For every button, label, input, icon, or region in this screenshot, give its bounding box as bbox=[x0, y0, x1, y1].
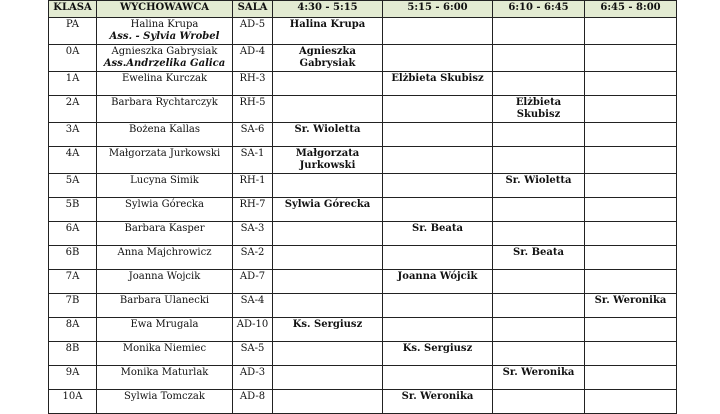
header-sala: SALA bbox=[233, 1, 273, 18]
klasa-cell: 4A bbox=[49, 147, 97, 174]
wychowawca-cell bbox=[97, 72, 233, 96]
wychowawca-cell bbox=[97, 270, 233, 294]
table-row bbox=[49, 294, 677, 318]
slot-cell bbox=[585, 123, 677, 147]
slot-cell: Joanna Wójcik bbox=[383, 270, 493, 294]
table-row bbox=[49, 18, 677, 45]
sala-cell: RH-3 bbox=[233, 72, 273, 96]
table-row bbox=[49, 96, 677, 123]
assistant-name: Ass. - Sylvia Wrobel bbox=[109, 31, 220, 42]
slot-cell bbox=[383, 246, 493, 270]
slot-cell bbox=[383, 96, 493, 123]
wychowawca-name: Monika Maturlak bbox=[120, 367, 209, 378]
table-row bbox=[49, 174, 677, 198]
wychowawca-cell bbox=[97, 342, 233, 366]
slot-cell: Ks. Sergiusz bbox=[273, 318, 383, 342]
slot-cell bbox=[383, 318, 493, 342]
schedule-table bbox=[48, 0, 677, 414]
slot-cell bbox=[383, 294, 493, 318]
table-row bbox=[49, 198, 677, 222]
wychowawca-name: Halina Krupa bbox=[130, 19, 199, 30]
slot-cell bbox=[585, 198, 677, 222]
slot-cell bbox=[273, 222, 383, 246]
sala-cell: AD-10 bbox=[233, 318, 273, 342]
wychowawca-name: Agnieszka Gabrysiak bbox=[111, 46, 218, 57]
wychowawca-cell bbox=[97, 123, 233, 147]
klasa-cell: 2A bbox=[49, 96, 97, 123]
klasa-cell: 9A bbox=[49, 366, 97, 390]
klasa-cell: 6A bbox=[49, 222, 97, 246]
slot-cell bbox=[585, 96, 677, 123]
klasa-cell: 7A bbox=[49, 270, 97, 294]
table-row bbox=[49, 270, 677, 294]
klasa-cell: 6B bbox=[49, 246, 97, 270]
wychowawca-name: Anna Majchrowicz bbox=[117, 247, 212, 258]
sala-cell: SA-3 bbox=[233, 222, 273, 246]
table-row bbox=[49, 246, 677, 270]
slot-cell bbox=[493, 390, 585, 414]
header-wychowawca: WYCHOWAWCA bbox=[97, 1, 233, 18]
klasa-cell: 7B bbox=[49, 294, 97, 318]
slot-cell: Sr. Weronika bbox=[383, 390, 493, 414]
slot-cell bbox=[585, 366, 677, 390]
header-slot-2: 5:15 - 6:00 bbox=[383, 1, 493, 18]
wychowawca-cell bbox=[97, 318, 233, 342]
sala-cell: SA-6 bbox=[233, 123, 273, 147]
table-row bbox=[49, 390, 677, 414]
wychowawca-cell bbox=[97, 174, 233, 198]
header-slot-3: 6:10 - 6:45 bbox=[493, 1, 585, 18]
slot-cell: Sylwia Górecka bbox=[273, 198, 383, 222]
slot-cell bbox=[585, 318, 677, 342]
sala-cell: AD-5 bbox=[233, 18, 273, 45]
slot-cell bbox=[493, 147, 585, 174]
slot-cell bbox=[383, 147, 493, 174]
sala-cell: RH-5 bbox=[233, 96, 273, 123]
wychowawca-cell bbox=[97, 246, 233, 270]
slot-cell bbox=[383, 18, 493, 45]
table-row bbox=[49, 222, 677, 246]
header-slot-1: 4:30 - 5:15 bbox=[273, 1, 383, 18]
wychowawca-name: Małgorzata Jurkowski bbox=[108, 148, 221, 159]
slot-cell bbox=[383, 45, 493, 72]
slot-cell bbox=[585, 147, 677, 174]
klasa-cell: 5A bbox=[49, 174, 97, 198]
table-row bbox=[49, 342, 677, 366]
slot-cell bbox=[493, 123, 585, 147]
slot-cell bbox=[273, 366, 383, 390]
wychowawca-cell bbox=[97, 18, 233, 45]
wychowawca-cell bbox=[97, 45, 233, 72]
slot-cell bbox=[585, 72, 677, 96]
header-klasa: KLASA bbox=[49, 1, 97, 18]
slot-cell bbox=[585, 270, 677, 294]
klasa-cell: 8A bbox=[49, 318, 97, 342]
sala-cell: SA-4 bbox=[233, 294, 273, 318]
table-row bbox=[49, 72, 677, 96]
slot-cell: Sr. Wioletta bbox=[273, 123, 383, 147]
sala-cell: AD-4 bbox=[233, 45, 273, 72]
wychowawca-cell bbox=[97, 366, 233, 390]
slot-cell: Elżbieta Skubisz bbox=[383, 72, 493, 96]
slot-cell bbox=[273, 246, 383, 270]
wychowawca-name: Barbara Rychtarczyk bbox=[111, 97, 218, 108]
slot-cell: Halina Krupa bbox=[273, 18, 383, 45]
slot-cell bbox=[493, 342, 585, 366]
table-row bbox=[49, 366, 677, 390]
wychowawca-name: Joanna Wojcik bbox=[128, 271, 201, 282]
klasa-cell: 10A bbox=[49, 390, 97, 414]
sala-cell: SA-2 bbox=[233, 246, 273, 270]
wychowawca-name: Bożena Kallas bbox=[128, 124, 201, 135]
table-row bbox=[49, 123, 677, 147]
slot-cell bbox=[273, 96, 383, 123]
sala-cell: SA-5 bbox=[233, 342, 273, 366]
slot-cell: Ks. Sergiusz bbox=[383, 342, 493, 366]
wychowawca-cell bbox=[97, 294, 233, 318]
slot-cell: Agnieszka Gabrysiak bbox=[273, 45, 383, 72]
header-slot-4: 6:45 - 8:00 bbox=[585, 1, 677, 18]
slot-cell bbox=[585, 390, 677, 414]
slot-cell bbox=[273, 270, 383, 294]
sala-cell: SA-1 bbox=[233, 147, 273, 174]
klasa-cell: 3A bbox=[49, 123, 97, 147]
wychowawca-name: Barbara Ulanecki bbox=[119, 295, 210, 306]
header-row bbox=[49, 1, 677, 18]
slot-cell bbox=[493, 294, 585, 318]
slot-cell bbox=[493, 270, 585, 294]
klasa-cell: 5B bbox=[49, 198, 97, 222]
sala-cell: AD-3 bbox=[233, 366, 273, 390]
klasa-cell: 8B bbox=[49, 342, 97, 366]
wychowawca-name: Lucyna Simik bbox=[130, 175, 199, 186]
slot-cell bbox=[383, 123, 493, 147]
slot-cell bbox=[585, 45, 677, 72]
table-row bbox=[49, 45, 677, 72]
slot-cell: Małgorzata Jurkowski bbox=[273, 147, 383, 174]
assistant-name: Ass.Andrzelika Galica bbox=[103, 58, 226, 69]
sala-cell: RH-1 bbox=[233, 174, 273, 198]
slot-cell: Sr. Weronika bbox=[493, 366, 585, 390]
slot-cell bbox=[383, 366, 493, 390]
klasa-cell: PA bbox=[49, 18, 97, 45]
slot-cell bbox=[273, 294, 383, 318]
slot-cell bbox=[273, 342, 383, 366]
slot-cell: Elżbieta Skubisz bbox=[493, 96, 585, 123]
sala-cell: AD-8 bbox=[233, 390, 273, 414]
klasa-cell: 0A bbox=[49, 45, 97, 72]
klasa-cell: 1A bbox=[49, 72, 97, 96]
wychowawca-cell bbox=[97, 390, 233, 414]
schedule-page bbox=[48, 0, 676, 414]
wychowawca-name: Ewa Mrugala bbox=[130, 319, 199, 330]
table-row bbox=[49, 147, 677, 174]
slot-cell bbox=[493, 72, 585, 96]
wychowawca-name: Barbara Kasper bbox=[124, 223, 205, 234]
wychowawca-name: Ewelina Kurczak bbox=[121, 73, 208, 84]
wychowawca-cell bbox=[97, 96, 233, 123]
slot-cell bbox=[493, 18, 585, 45]
slot-cell bbox=[585, 246, 677, 270]
slot-cell bbox=[273, 72, 383, 96]
table-row bbox=[49, 318, 677, 342]
slot-cell bbox=[585, 18, 677, 45]
slot-cell bbox=[493, 198, 585, 222]
slot-cell: Sr. Wioletta bbox=[493, 174, 585, 198]
wychowawca-cell bbox=[97, 198, 233, 222]
slot-cell: Sr. Weronika bbox=[585, 294, 677, 318]
slot-cell bbox=[383, 174, 493, 198]
slot-cell bbox=[585, 222, 677, 246]
schedule-body bbox=[49, 18, 677, 414]
slot-cell: Sr. Beata bbox=[493, 246, 585, 270]
slot-cell bbox=[585, 174, 677, 198]
wychowawca-name: Sylwia Tomczak bbox=[124, 391, 205, 402]
slot-cell bbox=[383, 198, 493, 222]
wychowawca-cell bbox=[97, 222, 233, 246]
slot-cell bbox=[493, 45, 585, 72]
wychowawca-cell bbox=[97, 147, 233, 174]
slot-cell bbox=[585, 342, 677, 366]
wychowawca-name: Sylwia Górecka bbox=[125, 199, 204, 210]
slot-cell bbox=[273, 390, 383, 414]
slot-cell: Sr. Beata bbox=[383, 222, 493, 246]
wychowawca-name: Monika Niemiec bbox=[122, 343, 207, 354]
slot-cell bbox=[493, 222, 585, 246]
slot-cell bbox=[273, 174, 383, 198]
sala-cell: AD-7 bbox=[233, 270, 273, 294]
sala-cell: RH-7 bbox=[233, 198, 273, 222]
slot-cell bbox=[493, 318, 585, 342]
